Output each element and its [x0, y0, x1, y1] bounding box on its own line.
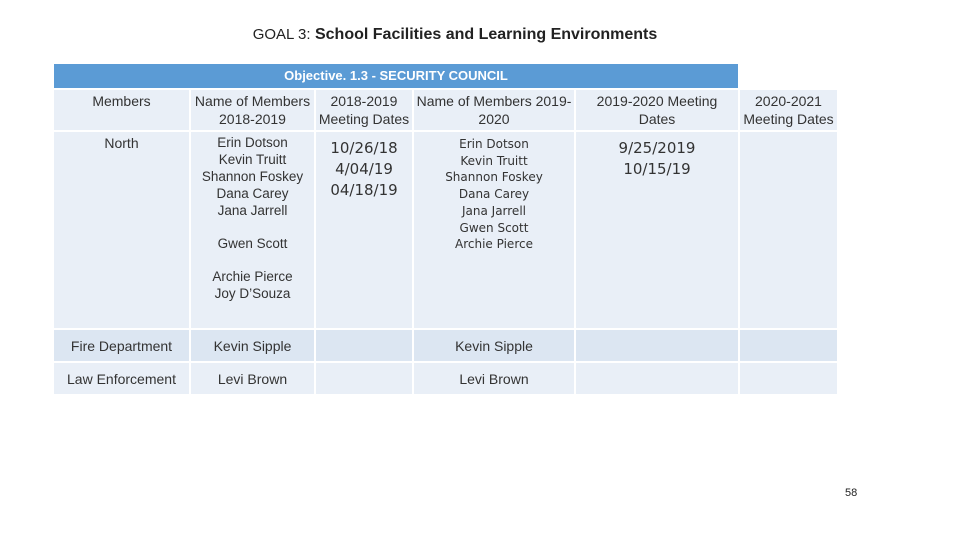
list-item: Shannon Foskey — [445, 170, 543, 185]
list-item: Erin Dotson — [459, 137, 529, 151]
names-2019-fire: Kevin Sipple — [413, 329, 575, 362]
page-number: 58 — [845, 487, 858, 499]
list-item: Jana Jarrell — [461, 203, 526, 218]
col-header-members: Members — [53, 89, 190, 131]
objective-header-row — [53, 63, 838, 89]
list-item: Jana Jarrell — [217, 203, 288, 218]
dates-2019-north — [575, 131, 739, 329]
dates-2018-north — [315, 131, 413, 329]
col-header-dates-2019: 2019-2020 Meeting Dates — [575, 89, 739, 131]
list-item: Dana Carey — [458, 187, 530, 202]
list-item: Archie Pierce — [455, 237, 533, 252]
dates-2020-north — [739, 131, 838, 329]
list-item: Archie Pierce — [212, 269, 293, 284]
goal-label: GOAL 3: — [252, 26, 311, 43]
dates-2019-fire — [575, 329, 739, 362]
list-item: Kevin Truitt — [218, 152, 287, 167]
goal-text: School Facilities and Learning Environments — [314, 26, 658, 43]
names-2019-north — [413, 131, 575, 329]
dates-2019-law — [575, 362, 739, 395]
names-2018-fire: Kevin Sipple — [190, 329, 315, 362]
col-header-names-2018: Name of Members 2018-2019 — [190, 89, 315, 131]
table-row-north — [53, 131, 838, 329]
list-item: Shannon Foskey — [201, 169, 304, 184]
list-item: 04/18/19 — [330, 181, 398, 199]
page-title — [0, 26, 910, 44]
member-fire: Fire Department — [53, 329, 190, 362]
column-header-row — [53, 89, 838, 131]
dates-2020-law — [739, 362, 838, 395]
list-item: Erin Dotson — [217, 135, 288, 150]
names-2018-north — [190, 131, 315, 329]
security-council-table — [52, 62, 839, 396]
col-header-names-2019: Name of Members 2019-2020 — [413, 89, 575, 131]
table-row-law — [53, 362, 838, 395]
list-item: 10/26/18 — [330, 139, 398, 157]
member-law: Law Enforcement — [53, 362, 190, 395]
list-item: Gwen Scott — [459, 220, 529, 235]
col-header-dates-2018: 2018-2019 Meeting Dates — [315, 89, 413, 131]
list-item: Kevin Truitt — [460, 153, 528, 168]
list-item: Dana Carey — [216, 186, 289, 201]
dates-2020-fire — [739, 329, 838, 362]
objective-title: Objective. 1.3 - SECURITY COUNCIL — [53, 63, 739, 89]
member-north: North — [53, 131, 190, 329]
list-item: 10/15/19 — [623, 160, 691, 178]
col-header-dates-2020: 2020-2021 Meeting Dates — [739, 89, 838, 131]
names-2019-law: Levi Brown — [413, 362, 575, 395]
names-2018-law: Levi Brown — [190, 362, 315, 395]
table-row-fire — [53, 329, 838, 362]
dates-2018-law — [315, 362, 413, 395]
list-item: Gwen Scott — [217, 236, 288, 251]
list-item: Joy D’Souza — [214, 286, 291, 301]
dates-2018-fire — [315, 329, 413, 362]
list-item: 9/25/2019 — [618, 139, 696, 157]
list-item: 4/04/19 — [335, 160, 393, 178]
